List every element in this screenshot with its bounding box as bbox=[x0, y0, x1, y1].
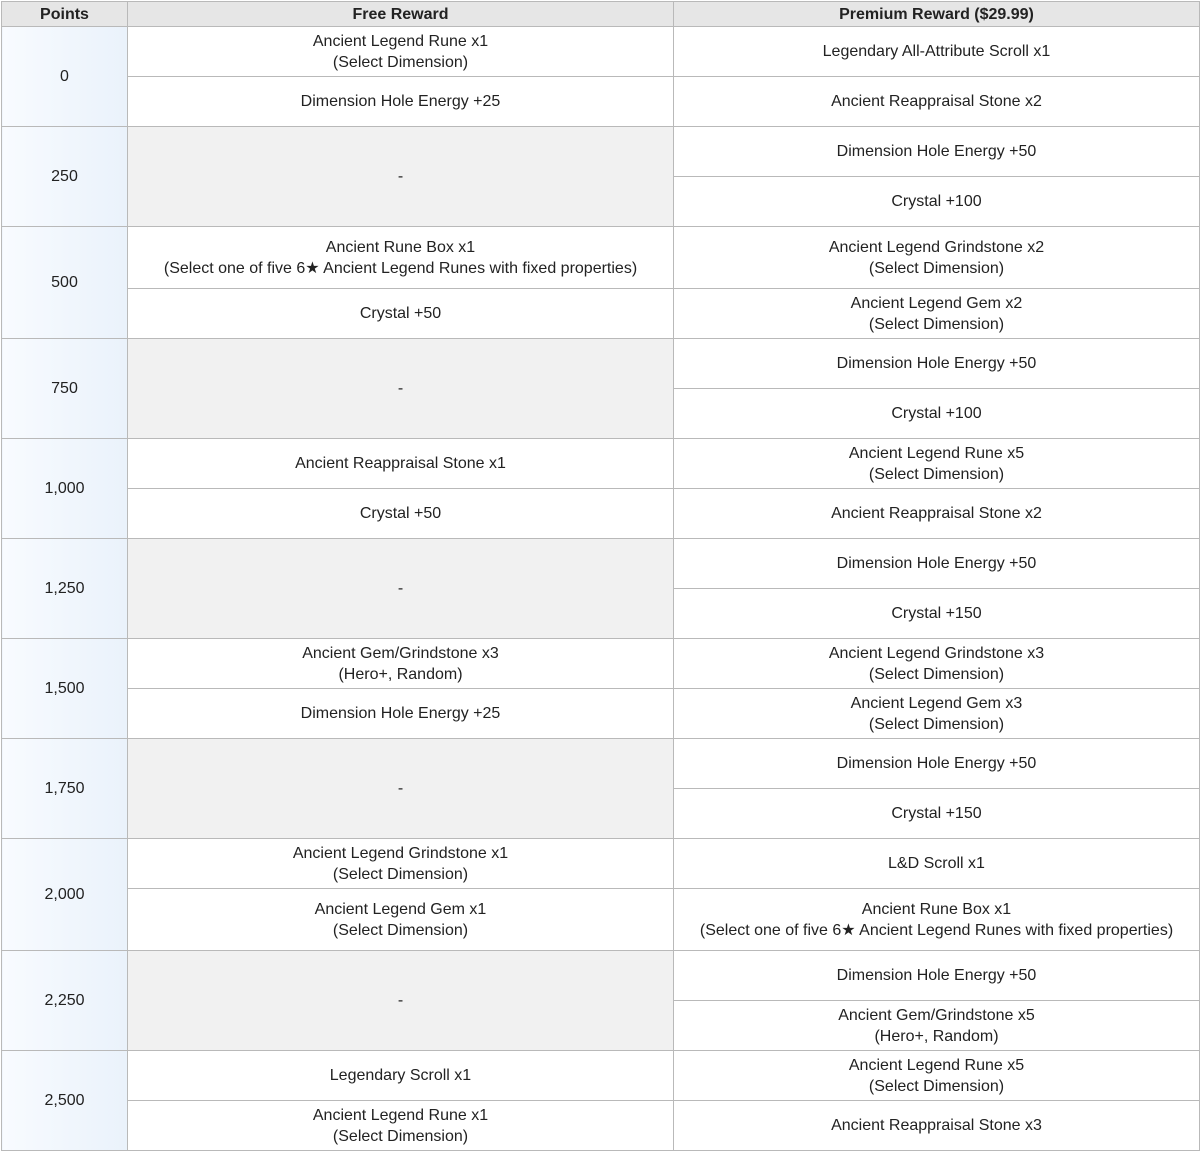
free-reward-cell: - bbox=[128, 951, 674, 1051]
table-row bbox=[2, 739, 1200, 789]
free-reward-cell: Dimension Hole Energy +25 bbox=[128, 689, 674, 739]
premium-reward-cell: Ancient Rune Box x1 (Select one of five 6★ Ancient Legend Runes with fixed properties) bbox=[674, 889, 1200, 951]
free-reward-cell: - bbox=[128, 539, 674, 639]
free-reward-header: Free Reward bbox=[128, 2, 674, 27]
premium-reward-cell: Crystal +100 bbox=[674, 177, 1200, 227]
table-row bbox=[2, 951, 1200, 1001]
premium-reward-cell: Ancient Legend Rune x5 (Select Dimension) bbox=[674, 439, 1200, 489]
premium-reward-cell: Crystal +150 bbox=[674, 589, 1200, 639]
premium-reward-cell: Ancient Legend Gem x3 (Select Dimension) bbox=[674, 689, 1200, 739]
free-reward-cell: - bbox=[128, 339, 674, 439]
free-reward-cell: Crystal +50 bbox=[128, 489, 674, 539]
reward-table bbox=[1, 1, 1200, 1151]
table-row bbox=[2, 439, 1200, 489]
free-reward-cell: Legendary Scroll x1 bbox=[128, 1051, 674, 1101]
free-reward-cell: Ancient Reappraisal Stone x1 bbox=[128, 439, 674, 489]
points-cell: 750 bbox=[2, 339, 128, 439]
premium-reward-cell: Dimension Hole Energy +50 bbox=[674, 127, 1200, 177]
points-cell: 2,000 bbox=[2, 839, 128, 951]
table-row bbox=[2, 289, 1200, 339]
premium-reward-cell: Dimension Hole Energy +50 bbox=[674, 539, 1200, 589]
table-row bbox=[2, 77, 1200, 127]
free-reward-cell: Ancient Legend Gem x1 (Select Dimension) bbox=[128, 889, 674, 951]
points-cell: 2,250 bbox=[2, 951, 128, 1051]
free-reward-cell: Ancient Legend Rune x1 (Select Dimension) bbox=[128, 1101, 674, 1151]
premium-reward-cell: L&D Scroll x1 bbox=[674, 839, 1200, 889]
points-cell: 500 bbox=[2, 227, 128, 339]
table-row bbox=[2, 839, 1200, 889]
premium-reward-cell: Ancient Reappraisal Stone x3 bbox=[674, 1101, 1200, 1151]
premium-reward-header: Premium Reward ($29.99) bbox=[674, 2, 1200, 27]
premium-reward-cell: Ancient Legend Rune x5 (Select Dimension) bbox=[674, 1051, 1200, 1101]
table-row bbox=[2, 227, 1200, 289]
points-cell: 1,000 bbox=[2, 439, 128, 539]
free-reward-cell: Ancient Legend Grindstone x1 (Select Dimension) bbox=[128, 839, 674, 889]
reward-rows bbox=[2, 27, 1200, 1151]
table-row bbox=[2, 539, 1200, 589]
points-cell: 0 bbox=[2, 27, 128, 127]
free-reward-cell: Ancient Legend Rune x1 (Select Dimension) bbox=[128, 27, 674, 77]
table-row bbox=[2, 889, 1200, 951]
points-cell: 250 bbox=[2, 127, 128, 227]
premium-reward-cell: Ancient Reappraisal Stone x2 bbox=[674, 77, 1200, 127]
free-reward-cell: Ancient Gem/Grindstone x3 (Hero+, Random) bbox=[128, 639, 674, 689]
premium-reward-cell: Dimension Hole Energy +50 bbox=[674, 739, 1200, 789]
premium-reward-cell: Ancient Reappraisal Stone x2 bbox=[674, 489, 1200, 539]
premium-reward-cell: Ancient Gem/Grindstone x5 (Hero+, Random) bbox=[674, 1001, 1200, 1051]
free-reward-cell: Ancient Rune Box x1 (Select one of five 6★ Ancient Legend Runes with fixed properties) bbox=[128, 227, 674, 289]
premium-reward-cell: Ancient Legend Grindstone x2 (Select Dimension) bbox=[674, 227, 1200, 289]
header-row bbox=[2, 2, 1200, 27]
premium-reward-cell: Crystal +150 bbox=[674, 789, 1200, 839]
table-row bbox=[2, 339, 1200, 389]
free-reward-cell: Crystal +50 bbox=[128, 289, 674, 339]
points-cell: 1,750 bbox=[2, 739, 128, 839]
table-row bbox=[2, 27, 1200, 77]
premium-reward-cell: Dimension Hole Energy +50 bbox=[674, 951, 1200, 1001]
premium-reward-cell: Dimension Hole Energy +50 bbox=[674, 339, 1200, 389]
points-cell: 1,250 bbox=[2, 539, 128, 639]
table-row bbox=[2, 489, 1200, 539]
premium-reward-cell: Ancient Legend Grindstone x3 (Select Dimension) bbox=[674, 639, 1200, 689]
free-reward-cell: Dimension Hole Energy +25 bbox=[128, 77, 674, 127]
free-reward-cell: - bbox=[128, 127, 674, 227]
table-row bbox=[2, 639, 1200, 689]
points-cell: 2,500 bbox=[2, 1051, 128, 1151]
points-cell: 1,500 bbox=[2, 639, 128, 739]
premium-reward-cell: Legendary All-Attribute Scroll x1 bbox=[674, 27, 1200, 77]
premium-reward-cell: Ancient Legend Gem x2 (Select Dimension) bbox=[674, 289, 1200, 339]
table-row bbox=[2, 1051, 1200, 1101]
table-row bbox=[2, 689, 1200, 739]
free-reward-cell: - bbox=[128, 739, 674, 839]
points-header: Points bbox=[2, 2, 128, 27]
table-row bbox=[2, 1101, 1200, 1151]
table-row bbox=[2, 127, 1200, 177]
premium-reward-cell: Crystal +100 bbox=[674, 389, 1200, 439]
